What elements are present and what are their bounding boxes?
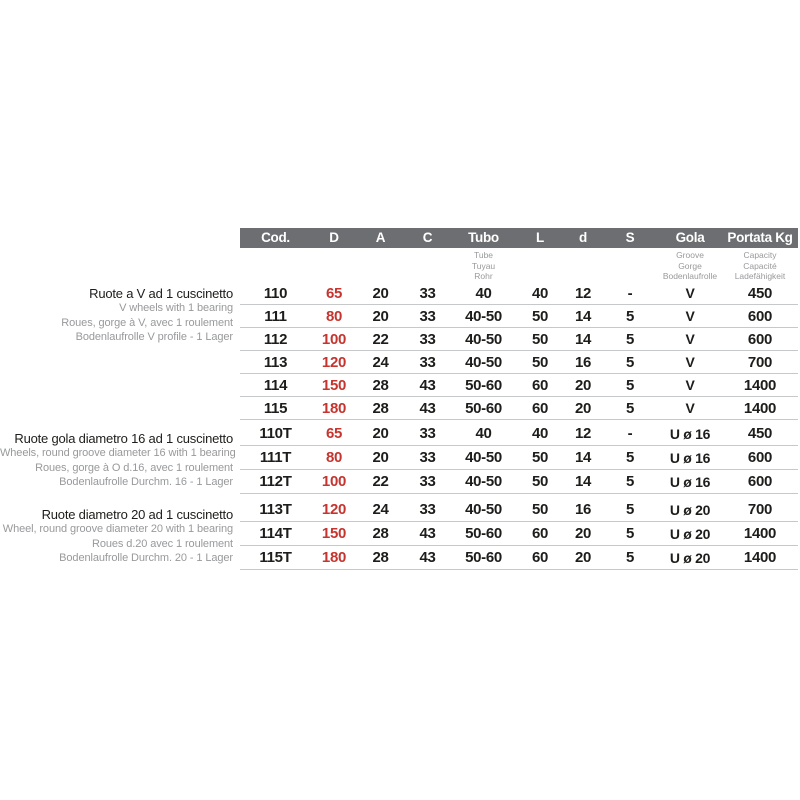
cell-tubo: 50-60: [465, 549, 502, 566]
subheader-gola-en: Groove: [676, 250, 704, 260]
cell-a: 28: [372, 525, 389, 542]
cell-gola: U ø 20: [669, 525, 711, 542]
cell-d-bore: 12: [574, 284, 592, 302]
cell-d-diameter: 180: [321, 399, 347, 417]
cell-c: 43: [419, 376, 436, 394]
group-label-v-wheels: [0, 287, 233, 345]
subheader-tubo-fr: Tuyau: [471, 260, 496, 271]
cell-a: 28: [372, 376, 389, 394]
cell-s: -: [627, 425, 633, 442]
cell-s: 5: [625, 307, 635, 325]
cell-a: 20: [372, 284, 389, 302]
cell-c: 33: [419, 425, 436, 442]
table-subheader-row: [240, 248, 798, 286]
cell-tubo: 40-50: [465, 473, 502, 490]
cell-l: 60: [531, 525, 549, 542]
cell-c: 33: [419, 473, 436, 490]
cell-l: 50: [531, 473, 549, 490]
column-header-d-bore: d: [579, 230, 587, 245]
subheader-tubo-de: Rohr: [474, 271, 493, 281]
cell-cod: 112T: [259, 473, 292, 490]
cell-tubo: 50-60: [465, 525, 502, 542]
cell-s: 5: [625, 376, 635, 394]
cell-d-diameter: 180: [321, 549, 347, 566]
subheader-tubo-en: Tube: [473, 250, 494, 260]
cell-cod: 115: [263, 399, 288, 417]
cell-s: 5: [625, 449, 635, 466]
cell-a: 24: [372, 501, 389, 518]
cell-d-bore: 14: [574, 330, 592, 348]
table-row: [240, 522, 798, 546]
cell-tubo: 40: [475, 284, 492, 302]
cell-a: 20: [372, 307, 389, 325]
cell-gola: V: [685, 354, 695, 370]
cell-d-bore: 12: [574, 425, 592, 442]
cell-d-diameter: 100: [321, 473, 347, 490]
cell-tubo: 40-50: [465, 307, 502, 325]
cell-a: 28: [372, 549, 389, 566]
table-row: [240, 328, 798, 351]
cell-d-bore: 20: [574, 525, 592, 542]
table-row: [240, 282, 798, 305]
cell-portata: 600: [747, 449, 773, 466]
cell-l: 50: [531, 353, 549, 371]
cell-s: -: [627, 284, 633, 302]
cell-tubo: 40: [475, 425, 492, 442]
cell-portata: 1400: [743, 399, 777, 417]
column-header-a: A: [375, 230, 386, 245]
table-header-row: [240, 228, 798, 248]
subheader-portata: [722, 250, 798, 286]
group-label-de: Bodenlaufrolle Durchm. 20 - 1 Lager: [59, 552, 233, 565]
cell-d-diameter: 80: [325, 449, 343, 466]
table-row: [240, 446, 798, 470]
cell-portata: 600: [747, 307, 773, 325]
cell-a: 20: [372, 425, 389, 442]
cell-s: 5: [625, 399, 635, 417]
cell-portata: 600: [747, 330, 773, 348]
cell-d-bore: 20: [574, 376, 592, 394]
subheader-portata-en: Capacity: [743, 250, 777, 260]
cell-l: 40: [531, 284, 549, 302]
group-label-en: Wheels, round groove diameter 16 with 1 bearing: [0, 447, 236, 460]
cell-tubo: 50-60: [465, 376, 502, 394]
cell-d-bore: 16: [574, 501, 592, 518]
cell-s: 5: [625, 473, 635, 490]
cell-l: 50: [531, 330, 549, 348]
cell-portata: 450: [747, 425, 773, 442]
cell-s: 5: [625, 330, 635, 348]
cell-d-diameter: 80: [325, 307, 343, 325]
column-header-l: L: [536, 230, 544, 245]
cell-tubo: 40-50: [465, 353, 502, 371]
cell-s: 5: [625, 549, 635, 566]
cell-a: 20: [372, 449, 389, 466]
cell-tubo: 40-50: [465, 449, 502, 466]
cell-d-bore: 14: [574, 449, 592, 466]
cell-portata: 600: [747, 473, 773, 490]
cell-l: 60: [531, 399, 549, 417]
cell-d-diameter: 100: [321, 330, 347, 348]
cell-tubo: 40-50: [465, 330, 502, 348]
row-group-u16-wheels: [240, 422, 798, 494]
row-group-u20-wheels: [240, 498, 798, 570]
group-label-en: Wheel, round groove diameter 20 with 1 bearing: [2, 523, 233, 536]
cell-cod: 114: [263, 376, 288, 394]
table-row: [240, 397, 798, 420]
cell-cod: 115T: [259, 549, 292, 566]
group-label-it: Ruote a V ad 1 cuscinetto: [89, 286, 233, 301]
subheader-gola: [658, 250, 722, 286]
group-label-u16-wheels: [0, 431, 236, 490]
group-label-en: V wheels with 1 bearing: [119, 302, 233, 315]
cell-cod: 110T: [259, 425, 292, 442]
group-label-fr: Roues d.20 avec 1 roulement: [92, 537, 233, 550]
cell-tubo: 50-60: [465, 399, 502, 417]
cell-c: 33: [419, 307, 436, 325]
cell-d-bore: 14: [574, 307, 592, 325]
cell-tubo: 40-50: [465, 501, 502, 518]
cell-c: 43: [419, 549, 436, 566]
group-label-it: Ruote gola diametro 16 ad 1 cuscinetto: [14, 431, 233, 446]
cell-gola: U ø 20: [669, 501, 711, 518]
column-header-portata: Portata Kg: [727, 230, 793, 245]
table-row: [240, 498, 798, 522]
group-label-it: Ruote diametro 20 ad 1 cuscinetto: [41, 507, 233, 522]
cell-gola: V: [685, 377, 695, 393]
cell-d-diameter: 120: [321, 353, 347, 371]
cell-d-diameter: 65: [325, 425, 343, 442]
cell-l: 50: [531, 501, 549, 518]
cell-d-bore: 20: [574, 399, 592, 417]
group-label-fr: Roues, gorge à O d.16, avec 1 roulement: [35, 461, 233, 474]
row-group-v-wheels: [240, 282, 798, 420]
cell-cod: 111T: [259, 449, 292, 466]
table-row: [240, 546, 798, 570]
cell-c: 33: [419, 353, 436, 371]
column-header-s: S: [625, 230, 635, 245]
cell-d-diameter: 150: [321, 525, 347, 542]
cell-gola: U ø 16: [669, 425, 711, 442]
cell-c: 43: [419, 399, 436, 417]
table-row: [240, 305, 798, 328]
cell-d-bore: 14: [574, 473, 592, 490]
column-header-gola: Gola: [675, 230, 705, 245]
cell-a: 28: [372, 399, 389, 417]
cell-cod: 113T: [259, 501, 292, 518]
cell-portata: 1400: [743, 549, 777, 566]
cell-s: 5: [625, 501, 635, 518]
table-row: [240, 422, 798, 446]
cell-a: 24: [372, 353, 389, 371]
cell-portata: 1400: [743, 525, 777, 542]
cell-c: 33: [419, 284, 436, 302]
column-header-d-diameter: D: [329, 230, 339, 245]
cell-a: 22: [372, 473, 389, 490]
cell-l: 60: [531, 376, 549, 394]
column-header-tubo: Tubo: [468, 230, 499, 245]
column-header-c: C: [422, 230, 433, 245]
table-row: [240, 470, 798, 494]
cell-c: 33: [419, 501, 436, 518]
subheader-gola-fr: Gorge: [678, 260, 702, 271]
cell-d-bore: 16: [574, 353, 592, 371]
cell-portata: 1400: [743, 376, 777, 394]
cell-cod: 113: [263, 353, 288, 371]
cell-s: 5: [625, 353, 635, 371]
cell-gola: V: [685, 400, 695, 416]
cell-c: 43: [419, 525, 436, 542]
spec-table: [240, 228, 798, 566]
cell-c: 33: [419, 330, 436, 348]
cell-gola: V: [685, 308, 695, 324]
cell-gola: U ø 16: [669, 449, 711, 466]
cell-d-diameter: 65: [325, 284, 343, 302]
group-label-de: Bodenlaufrolle Durchm. 16 - 1 Lager: [59, 476, 233, 489]
cell-l: 50: [531, 307, 549, 325]
table-row: [240, 374, 798, 397]
subheader-tubo: [451, 250, 516, 286]
subheader-portata-fr: Capacité: [743, 260, 777, 271]
cell-portata: 700: [747, 353, 773, 371]
cell-portata: 700: [747, 501, 773, 518]
group-label-fr: Roues, gorge à V, avec 1 roulement: [61, 316, 233, 329]
cell-cod: 110: [263, 284, 288, 302]
cell-cod: 112: [263, 330, 288, 348]
column-header-cod: Cod.: [261, 230, 290, 245]
cell-l: 40: [531, 425, 549, 442]
cell-cod: 111: [264, 307, 287, 325]
cell-l: 50: [531, 449, 549, 466]
subheader-gola-de: Bodenlaufrolle: [662, 271, 718, 281]
cell-d-diameter: 120: [321, 501, 347, 518]
cell-s: 5: [625, 525, 635, 542]
cell-d-bore: 20: [574, 549, 592, 566]
subheader-portata-de: Ladefähigkeit: [734, 271, 786, 281]
group-label-u20-wheels: [0, 508, 233, 566]
cell-l: 60: [531, 549, 549, 566]
group-label-de: Bodenlaufrolle V profile - 1 Lager: [75, 331, 233, 344]
table-row: [240, 351, 798, 374]
cell-portata: 450: [747, 284, 773, 302]
cell-cod: 114T: [259, 525, 292, 542]
cell-a: 22: [372, 330, 389, 348]
cell-d-diameter: 150: [321, 376, 347, 394]
cell-gola: U ø 20: [669, 549, 711, 566]
cell-gola: V: [685, 285, 695, 301]
cell-c: 33: [419, 449, 436, 466]
cell-gola: V: [685, 331, 695, 347]
cell-gola: U ø 16: [669, 473, 711, 490]
